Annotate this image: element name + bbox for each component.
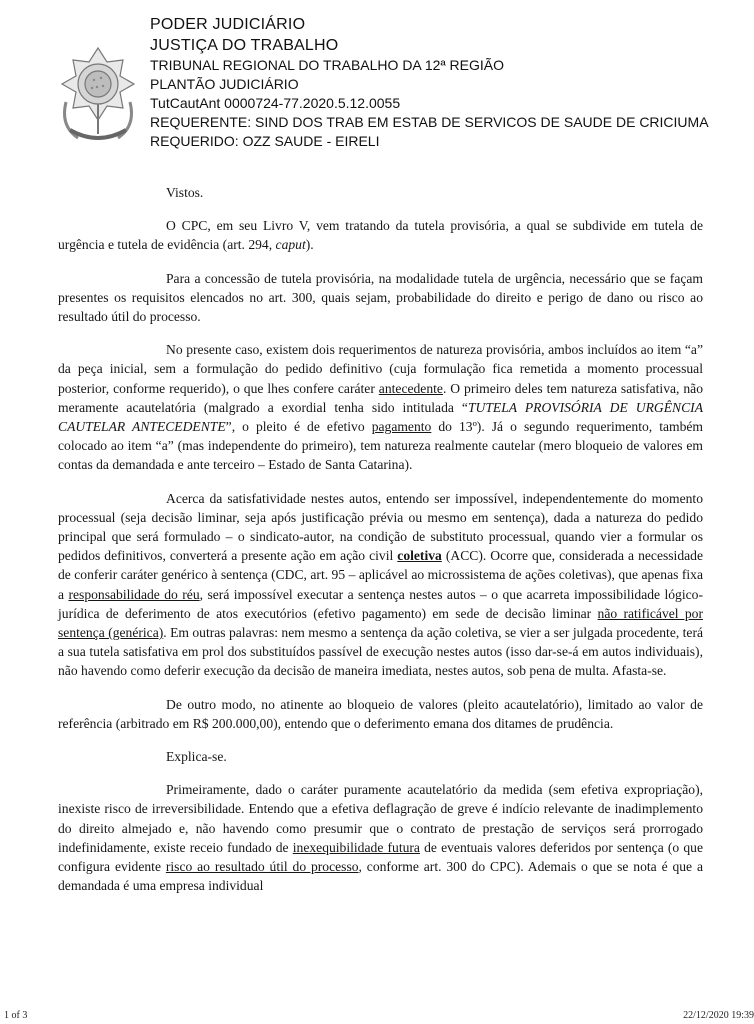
header-line-requerido: REQUERIDO: OZZ SAUDE - EIRELI <box>150 133 380 149</box>
paragraph-concessao: Para a concessão de tutela provisória, na modalidade tutela de urgência, necessário que se façam presentes os requisitos elencados no art. 300, quais sejam, probabilidade do direito e perigo de dano ou risco ao resultado útil do processo. <box>58 270 703 325</box>
print-footer <box>0 1010 754 1024</box>
antecedente-underlined: antecedente <box>378 380 443 396</box>
header-line-tribunal: TRIBUNAL REGIONAL DO TRABALHO DA 12ª REGIÃO <box>150 57 504 73</box>
header-line-court: PODER JUDICIÁRIO <box>150 16 306 33</box>
pagamento-underlined: pagamento <box>371 419 432 435</box>
risco-underlined: risco ao resultado útil do processo <box>165 859 359 875</box>
coat-of-arms-seal <box>56 42 140 152</box>
document-body <box>58 183 703 910</box>
print-datetime: 22/12/2020 19:39 <box>683 1010 754 1021</box>
header-line-plantao: PLANTÃO JUDICIÁRIO <box>150 76 299 92</box>
document-header <box>56 14 746 174</box>
paragraph-vistos: Vistos. <box>166 185 204 200</box>
paragraph-explica: Explica-se. <box>166 749 227 765</box>
inexequibilidade-underlined: inexequibilidade futura <box>292 839 420 855</box>
nao-ratificavel-underlined: não ratificável por sentença (genérica) <box>58 605 703 641</box>
header-text-block <box>150 14 730 151</box>
coletiva-underlined: coletiva <box>397 548 442 564</box>
paragraph-satisfatividade: Acerca da satisfatividade nestes autos, entendo ser impossível, independentemente do momento processual (seja decisão liminar, seja após justificação prévia ou mesmo em sentença), dada a natureza do pedido principal que será formulado – o sindicato-autor, na condição de substituto processual, quando vier a formular os pedidos definitivos, converterá a presente ação em ação civil coletiva (ACC). Ocorre que, considerada a necessidade de conferir caráter genérico à sentença (CDC, art. 95 – aplicável ao microssistema de ações coletivas), que apenas fixa a responsabilidade do réu, será impossível executar a sentença nestes autos – o que acarreta impossibilidade lógico-jurídica de deferimento de atos executórios (efetivo pagamento) em sede de decisão liminar não ratificável por sentença (genérica). Em outras palavras: nem mesmo a sentença da ação coletiva, se vier a ser julgada procedente, terá a sua tutela satisfativa em prol dos substituídos passível de execução nestes autos (isso dar-se-á em autos individuais), não havendo como deferir execução da decisão de maneira imediata, nestes autos, sob pena de multa. Afasta-se. <box>58 490 704 679</box>
paragraph-primeiramente: Primeiramente, dado o caráter puramente acautelatório da medida (sem efetiva expropriação), inexiste risco de irreversibilidade. Entendo que a efetiva deflagração de greve é indício relevante de inadimplemento do direito almejado e, não havendo como presumir que o contrato de prestação de serviços será prorrogado indefinidamente, existe receio fundado de inexequibilidade futura de eventuais valores deferidos por sentença (o que configura evidente risco ao resultado útil do processo, conforme art. 300 do CPC). Ademais o que se nota é que a demandada é uma empresa individual <box>58 782 703 894</box>
responsabilidade-underlined: responsabilidade do réu <box>68 586 200 602</box>
paragraph-presente-caso: No presente caso, existem dois requerimentos de natureza provisória, ambos incluídos ao item “a” da peça inicial, sem a formulação do pedido definitivo (cuja formulação fica remetida a momento processual posterior, conforme requerido), o que lhes confere caráter antecedente. O primeiro deles tem natureza satisfativa, não meramente acautelatória (malgrado a exordial tenha sido intitulada “TUTELA PROVISÓRIA DE URGÊNCIA CAUTELAR ANTECEDENTE”, o pleito é de efetivo pagamento do 13º). Já o segundo requerimento, também colocado ao item “a” (mas independente do primeiro), tem natureza realmente cautelar (mero bloqueio de valores em contas da demandada e ante terceiro – Estado de Santa Catarina). <box>58 342 704 473</box>
tutela-title-italic: TUTELA PROVISÓRIA DE URGÊNCIA CAUTELAR ANTECEDENTE <box>58 399 704 435</box>
page-counter: 1 of 3 <box>4 1010 28 1021</box>
header-line-case-number: TutCautAnt 0000724-77.2020.5.12.0055 <box>150 95 401 111</box>
header-line-requerente: REQUERENTE: SIND DOS TRAB EM ESTAB DE SERVICOS DE SAUDE DE CRICIUMA <box>150 114 709 130</box>
header-line-justice: JUSTIÇA DO TRABALHO <box>150 37 339 54</box>
paragraph-cpc: O CPC, em seu Livro V, vem tratando da tutela provisória, a qual se subdivide em tutela de urgência e tutela de evidência (art. 294, caput). <box>58 218 703 253</box>
paragraph-bloqueio: De outro modo, no atinente ao bloqueio de valores (pleito acautelatório), limitado ao valor de referência (arbitrado em R$ 200.000,00), entendo que o deferimento emana dos ditames de prudência. <box>58 696 703 731</box>
caput-italic: caput <box>275 237 306 253</box>
